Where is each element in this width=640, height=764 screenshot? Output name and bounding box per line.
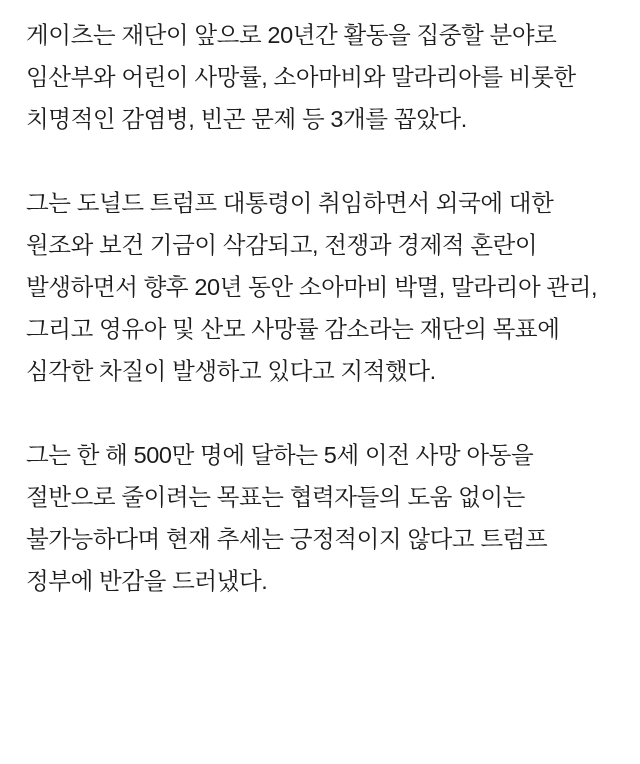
article-paragraph-1: 게이츠는 재단이 앞으로 20년간 활동을 집중할 분야로 임산부와 어린이 사망률, 소아마비와 말라리아를 비롯한 치명적인 감염병, 빈곤 문제 등 3개를 꼽았다. [26,22,576,132]
article-paragraph-3: 그는 한 해 500만 명에 달하는 5세 이전 사망 아동을 절반으로 줄이려는 목표는 협력자들의 도움 없이는 불가능하다며 현재 추세는 긍정적이지 않다고 트럼프 정부에 반감을 드러냈다. [26,442,548,594]
article-paragraph-2: 그는 도널드 트럼프 대통령이 취임하면서 외국에 대한 원조와 보건 기금이 삭감되고, 전쟁과 경제적 혼란이 발생하면서 향후 20년 동안 소아마비 박멸, 말라리아 관리, 그리고 영유아 및 산모 사망률 감소라는 재단의 목표에 심각한 차질이 발생하고 있다고 지적했다. [26,190,598,384]
